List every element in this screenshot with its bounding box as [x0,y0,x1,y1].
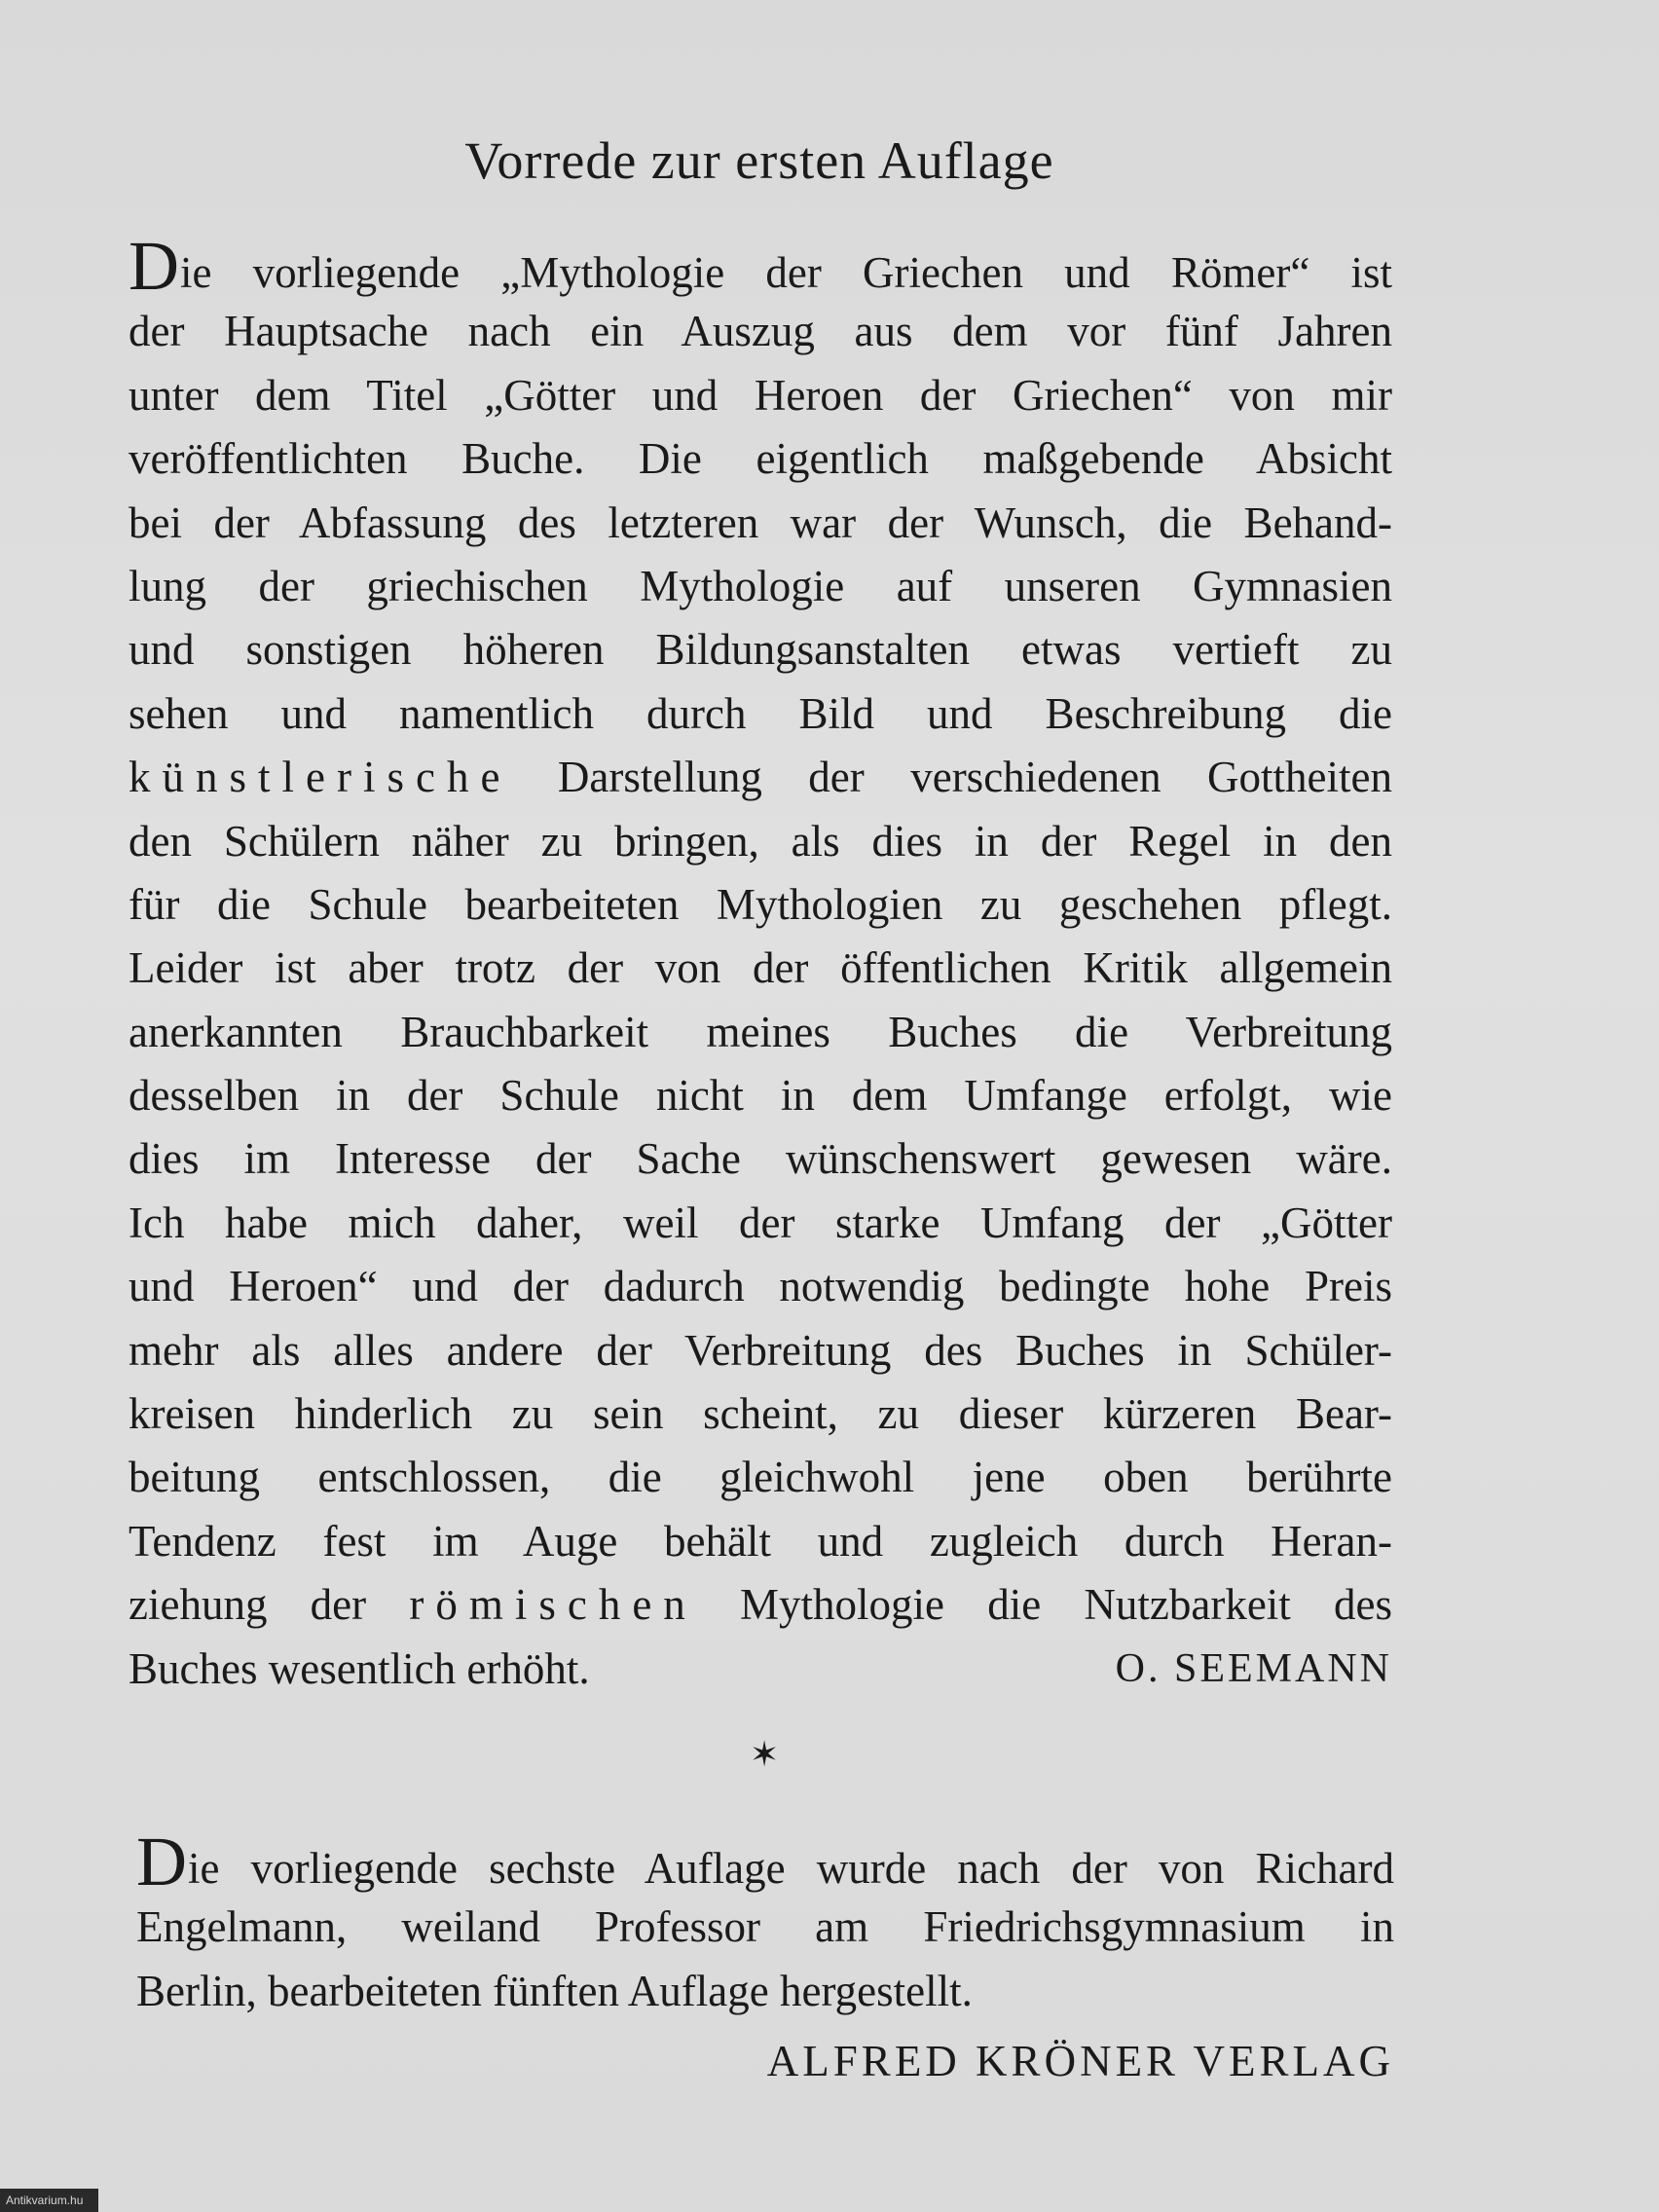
watermark: Antikvarium.hu [0,2189,98,2212]
text-line: mehr als alles andere der Verbreitung des Buches in Schüler- [129,1325,1392,1375]
spaced-emphasis: künstlerische [129,753,512,802]
initial-letter: D [129,227,179,305]
text-line: den Schülern näher zu bringen, als dies in der Regel in den [129,816,1392,866]
text-line: Ich habe mich daher, weil der starke Umfang der „Götter [129,1198,1392,1247]
text-line: anerkannten Brauchbarkeit meines Buches die Verbreitung [129,1007,1392,1056]
publisher-name: ALFRED KRÖNER VERLAG [766,2037,1394,2085]
text-line-content: Buches wesentlich erhöht. [129,1643,590,1693]
text-line: und Heroen“ und der dadurch notwendig bedingte hohe Preis [129,1262,1392,1311]
text-line: beitung entschlossen, die gleichwohl jene oben berührte [129,1453,1392,1502]
text-line [129,1573,1392,1637]
text-line-content: ie vorliegende sechste Auflage wurde nach der von Richard [188,1844,1394,1893]
text-line: und sonstigen höheren Bildungsanstalten etwas vertieft zu [129,625,1392,675]
text-line [129,227,1392,305]
separator-star-icon: ✶ [750,1735,780,1774]
text-line-content: ie vorliegende „Mythologie der Griechen und Römer“ ist [180,248,1392,297]
text-line: kreisen hinderlich zu sein scheint, zu dieser kürzeren Bear- [129,1389,1392,1439]
text-line: Leider ist aber trotz der von der öffentlichen Kritik allgemein [129,943,1392,993]
text-line-content: ziehung der [129,1580,367,1630]
initial-letter: D [136,1823,187,1900]
text-line: bei der Abfassung des letzteren war der Wunsch, die Behand- [129,498,1392,547]
text-line: Engelmann, weiland Professor am Friedrichsgymnasium in [136,1902,1394,1952]
text-line [129,1638,1392,1701]
text-line: Tendenz fest im Auge behält und zugleich durch Heran- [129,1516,1392,1566]
text-line-content: Mythologie die Nutzbarkeit des [740,1580,1393,1630]
text-line: unter dem Titel „Götter und Heroen der Griechen“ von mir [129,370,1392,420]
text-line: Berlin, bearbeiteten fünften Auflage hergestellt. [136,1966,973,2015]
page-title: Vorrede zur ersten Auflage [464,131,1054,190]
text-line: desselben in der Schule nicht in dem Umfange erfolgt, wie [129,1071,1392,1121]
text-line [129,746,1392,809]
author-signature: O. SEEMANN [1115,1645,1392,1691]
text-line: für die Schule bearbeiteten Mythologien zu geschehen pflegt. [129,879,1392,929]
text-line: lung der griechischen Mythologie auf unseren Gymnasien [129,561,1392,610]
text-line-content: Darstellung der verschiedenen Gottheiten [557,753,1393,802]
edition-note [136,1823,1394,2023]
preface-text [129,227,1393,1701]
text-line: sehen und namentlich durch Bild und Beschreibung die [129,688,1392,738]
spaced-emphasis: römischen [409,1580,697,1630]
text-line: dies im Interesse der Sache wünschenswert gewesen wäre. [129,1134,1392,1184]
text-line: der Hauptsache nach ein Auszug aus dem vor fünf Jahren [129,307,1392,356]
text-line: veröffentlichten Buche. Die eigentlich maßgebende Absicht [129,434,1392,484]
text-line [136,1823,1394,1900]
